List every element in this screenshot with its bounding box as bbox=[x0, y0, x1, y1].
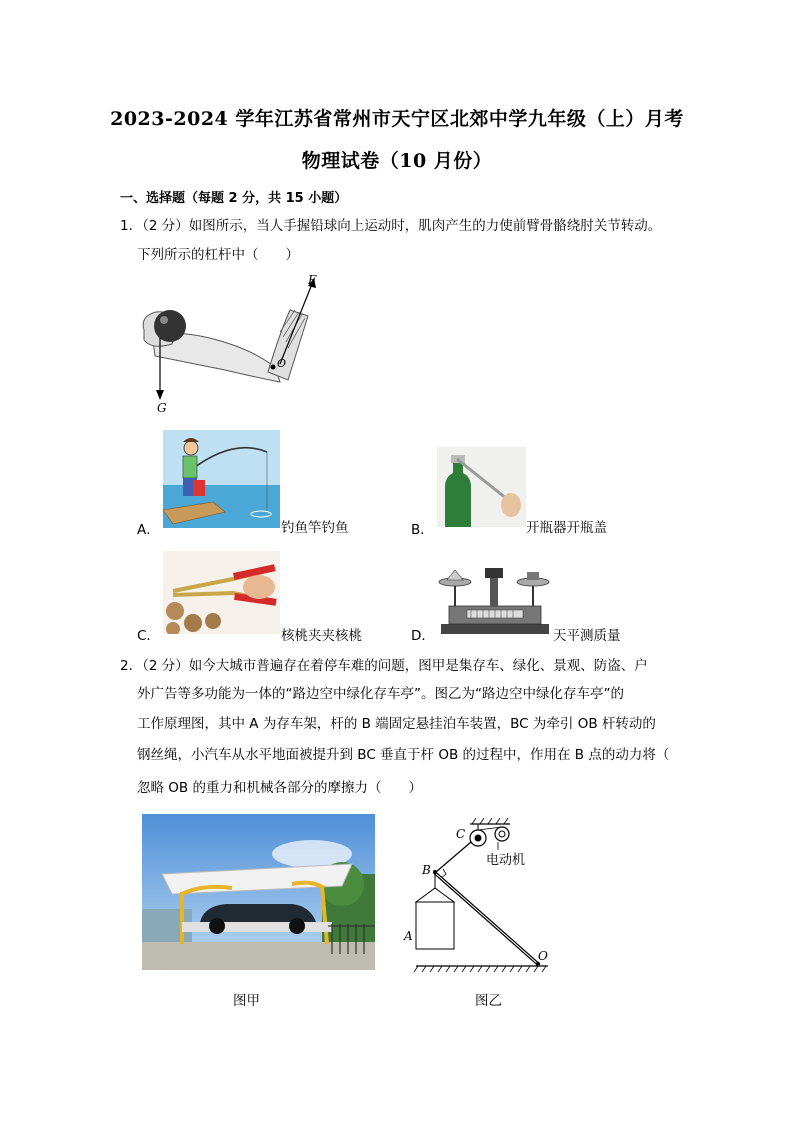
option-b-caption: 开瓶器开瓶盖 bbox=[526, 520, 607, 536]
option-a-letter: A． bbox=[137, 522, 160, 538]
q2-stem-line2: 外广告等多功能为一体的“路边空中绿化存车亭”。图乙为“路边空中绿化存车亭”的 bbox=[137, 686, 624, 702]
section-heading: 一、选择题（每题 2 分，共 15 小题） bbox=[120, 191, 348, 206]
q2-stem-line4: 钢丝绳，小汽车从水平地面被提升到 BC 垂直于杆 OB 的过程中，作用在 B 点的动力将（ bbox=[137, 747, 670, 763]
paper-title-line2: 物理试卷（10 月份） bbox=[301, 150, 493, 172]
option-c-caption: 核桃夹夹核桃 bbox=[281, 628, 362, 644]
motor-label: 电动机 bbox=[486, 853, 526, 868]
fishing-rod-image bbox=[163, 430, 280, 528]
paper-title-line1: 2023-2024 学年江苏省常州市天宁区北郊中学九年级（上）月考 bbox=[110, 108, 684, 130]
q2-stem-line5: 忽略 OB 的重力和机械各部分的摩擦力（ ） bbox=[137, 780, 422, 796]
option-d-letter: D． bbox=[411, 628, 435, 644]
nutcracker-image bbox=[163, 551, 280, 634]
arm-lever-figure bbox=[130, 272, 330, 420]
q2-stem-line1: 2．（2 分）如今大城市普遍存在着停车难的问题，图甲是集存车、绿化、景观、防盗、户 bbox=[120, 658, 648, 674]
figure-a-caption: 图甲 bbox=[233, 993, 260, 1009]
option-b-letter: B． bbox=[411, 522, 434, 538]
q1-stem-line1: 1．（2 分）如图所示，当人手握铅球向上运动时，肌肉产生的力使前臂骨骼绕肘关节转动。 bbox=[120, 218, 662, 234]
label-b: B bbox=[422, 863, 431, 877]
label-c: C bbox=[456, 827, 466, 841]
gravity-label: G bbox=[157, 401, 167, 415]
q1-stem-line2: 下列所示的杠杆中（ ） bbox=[137, 247, 299, 263]
pivot-label: O bbox=[277, 357, 287, 370]
option-c-letter: C． bbox=[137, 628, 160, 644]
force-label: F bbox=[308, 273, 317, 287]
bottle-opener-image bbox=[437, 447, 526, 527]
balance-scale-image bbox=[437, 560, 552, 638]
option-a-caption: 钓鱼竿钓鱼 bbox=[281, 520, 349, 536]
parking-kiosk-photo bbox=[142, 814, 375, 970]
label-a: A bbox=[404, 929, 413, 943]
option-d-caption: 天平测质量 bbox=[553, 628, 621, 644]
lever-principle-diagram bbox=[398, 812, 558, 977]
q2-stem-line3: 工作原理图，其中 A 为存车架，杆的 B 端固定悬挂泊车装置，BC 为牵引 OB 杆转动的 bbox=[137, 716, 656, 732]
label-o: O bbox=[538, 949, 548, 963]
figure-b-caption: 图乙 bbox=[475, 993, 502, 1009]
